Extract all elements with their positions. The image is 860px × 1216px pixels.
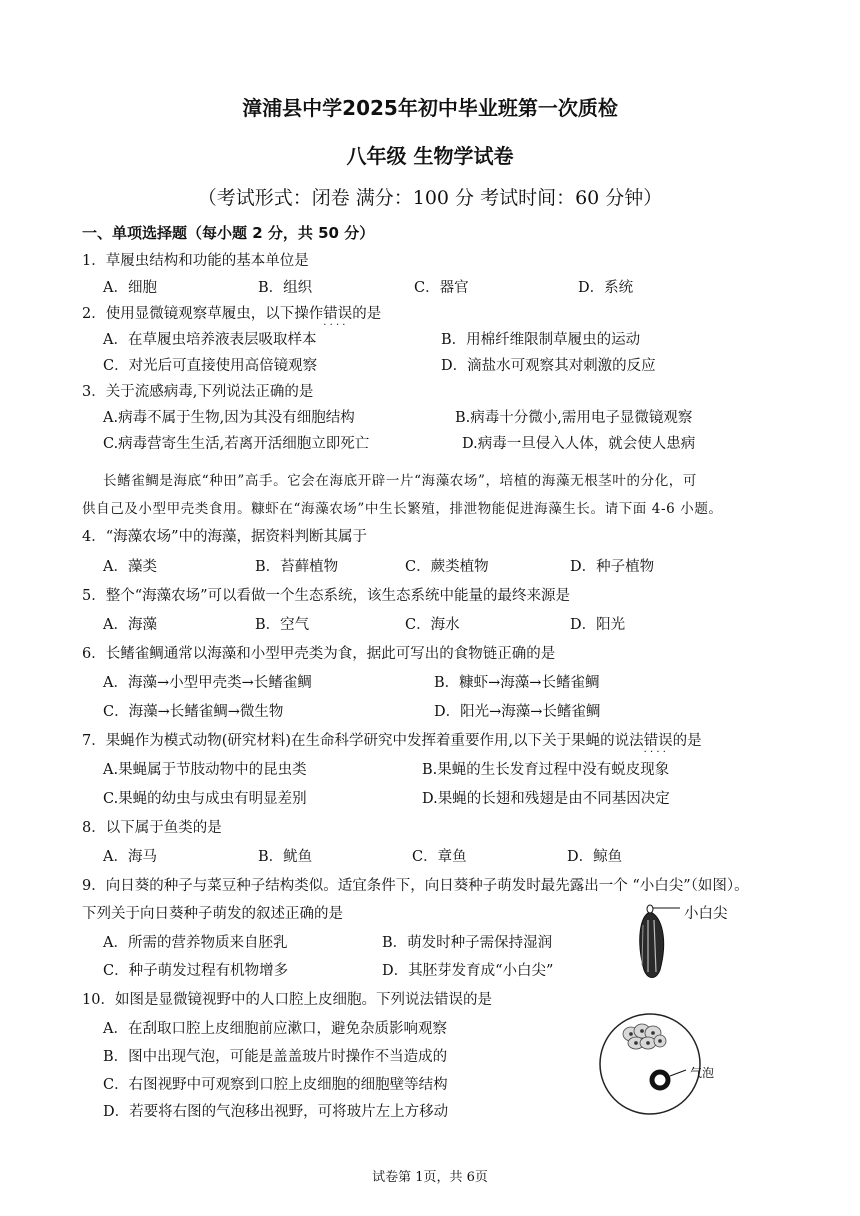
question-6-stem: 6．长鳍雀鲷通常以海藻和小型甲壳类为食，据此可写出的食物链正确的是 [82,646,556,662]
question-2-option-a: A．在草履虫培养液表层吸取样本 [103,332,317,348]
question-7-stem-pre: 7．果蝇作为模式动物(研究材料)在生命科学研究中发挥着重要作用,以下关于果蝇的说法 [82,733,644,749]
question-1-option-b: B．组织 [258,280,313,296]
question-5-option-a: A．海藻 [103,617,157,633]
question-4-stem: 4．“海藻农场”中的海藻，据资料判断其属于 [82,529,368,545]
question-1-option-c: C．器官 [414,280,469,296]
question-4-option-b: B．苔藓植物 [255,559,339,575]
question-4-option-d: D．种子植物 [570,559,655,575]
question-7-option-c: C.果蝇的幼虫与成虫有明显差别 [103,791,307,807]
question-2-stem [82,302,381,323]
question-9-option-a: A．所需的营养物质来自胚乳 [103,935,288,951]
question-5-option-c: C．海水 [405,617,460,633]
question-7-stem-post: 的是 [672,733,702,749]
question-8-option-c: C．章鱼 [412,849,467,865]
question-2-option-c: C．对光后可直接使用高倍镜观察 [103,358,318,374]
question-1-stem: 1．草履虫结构和功能的基本单位是 [82,253,309,269]
question-9-option-b: B．萌发时种子需保持湿润 [382,935,553,951]
question-2-option-b: B．用棉纤维限制草履虫的运动 [441,332,641,348]
question-7-option-a: A.果蝇属于节肢动物中的昆虫类 [103,762,307,778]
question-1-option-a: A．细胞 [103,280,157,296]
question-3-option-b: B.病毒十分微小,需用电子显微镜观察 [455,410,693,426]
question-9-stem-line-2: 下列关于向日葵种子萌发的叙述正确的是 [82,906,343,922]
exam-info: （考试形式：闭卷 满分：100 分 考试时间：60 分钟） [197,187,663,209]
exam-title: 漳浦县中学2025年初中毕业班第一次质检 [242,96,618,120]
question-6-option-d: D．阳光→海藻→长鳍雀鲷 [434,704,601,720]
question-9-stem-line-1: 9．向日葵的种子与菜豆种子结构类似。适宜条件下，向日葵种子萌发时最先露出一个 “小白尖”（如图）。 [82,878,749,894]
question-8-option-d: D．鲸鱼 [567,849,623,865]
question-8-option-b: B．鱿鱼 [258,849,313,865]
question-5-stem: 5．整个“海藻农场”可以看做一个生态系统，该生态系统中能量的最终来源是 [82,588,571,604]
question-7-stem-emphasis: 错误 · · · · [644,729,673,750]
question-10-option-b: B．图中出现气泡，可能是盖盖玻片时操作不当造成的 [103,1049,448,1065]
question-3-option-a: A.病毒不属于生物,因为其没有细胞结构 [103,410,355,426]
seed-tip-label: 小白尖 [684,906,728,922]
question-5-option-d: D．阳光 [570,617,626,633]
question-10-option-d: D．若要将右图的气泡移出视野，可将玻片左上方移动 [103,1104,449,1120]
air-bubble-label: 气泡 [690,1066,715,1080]
question-7-option-b: B.果蝇的生长发育过程中没有蜕皮现象 [422,762,670,778]
exam-subtitle: 八年级 生物学试卷 [346,144,514,168]
question-6-option-a: A．海藻→小型甲壳类→长鳍雀鲷 [103,675,312,691]
question-3-option-d: D.病毒一旦侵入人体，就会使人患病 [462,436,696,452]
question-10-option-a: A．在刮取口腔上皮细胞前应漱口，避免杂质影响观察 [103,1021,447,1037]
section-heading: 一、单项选择题（每小题 2 分，共 50 分） [82,224,375,242]
question-8-stem: 8．以下属于鱼类的是 [82,820,222,836]
question-2-stem-post: 的是 [352,306,382,322]
question-2-stem-pre: 2．使用显微镜观察草履虫，以下操作 [82,306,324,322]
question-7-option-d: D.果蝇的长翅和残翅是由不同基因决定 [422,791,670,807]
question-2-stem-emphasis: 错误 · · · · [323,302,352,323]
question-3-stem: 3．关于流感病毒,下列说法正确的是 [82,384,314,400]
question-6-option-c: C．海藻→长鳍雀鲷→微生物 [103,704,284,720]
question-6-option-b: B．糠虾→海藻→长鳍雀鲷 [434,675,600,691]
passage-line-1: 长鳍雀鲷是海底“种田”高手。它会在海底开辟一片“海藻农场”，培植的海藻无根茎叶的分化，可 [103,473,698,489]
question-5-option-b: B．空气 [255,617,310,633]
sunflower-seed-icon [640,905,680,978]
page-footer: 试卷第 1页，共 6页 [372,1170,488,1185]
question-4-option-a: A．藻类 [103,559,157,575]
question-10-stem: 10．如图是显微镜视野中的人口腔上皮细胞。下列说法错误的是 [82,992,492,1008]
question-10-option-c: C．右图视野中可观察到口腔上皮细胞的细胞壁等结构 [103,1077,448,1093]
question-7-stem [82,729,702,750]
question-1-option-d: D．系统 [578,280,634,296]
question-2-option-d: D．滴盐水可观察其对刺激的反应 [441,358,656,374]
question-3-option-c: C.病毒营寄生生活,若离开活细胞立即死亡 [103,436,370,452]
question-9-option-c: C．种子萌发过程有机物增多 [103,963,289,979]
question-4-option-c: C．蕨类植物 [405,559,489,575]
question-9-option-d: D．其胚芽发育成“小白尖” [382,963,554,979]
passage-line-2: 供自己及小型甲壳类食用。糠虾在“海藻农场”中生长繁殖，排泄物能促进海藻生长。请下面 4-6 小题。 [82,501,723,517]
question-8-option-a: A．海马 [103,849,157,865]
